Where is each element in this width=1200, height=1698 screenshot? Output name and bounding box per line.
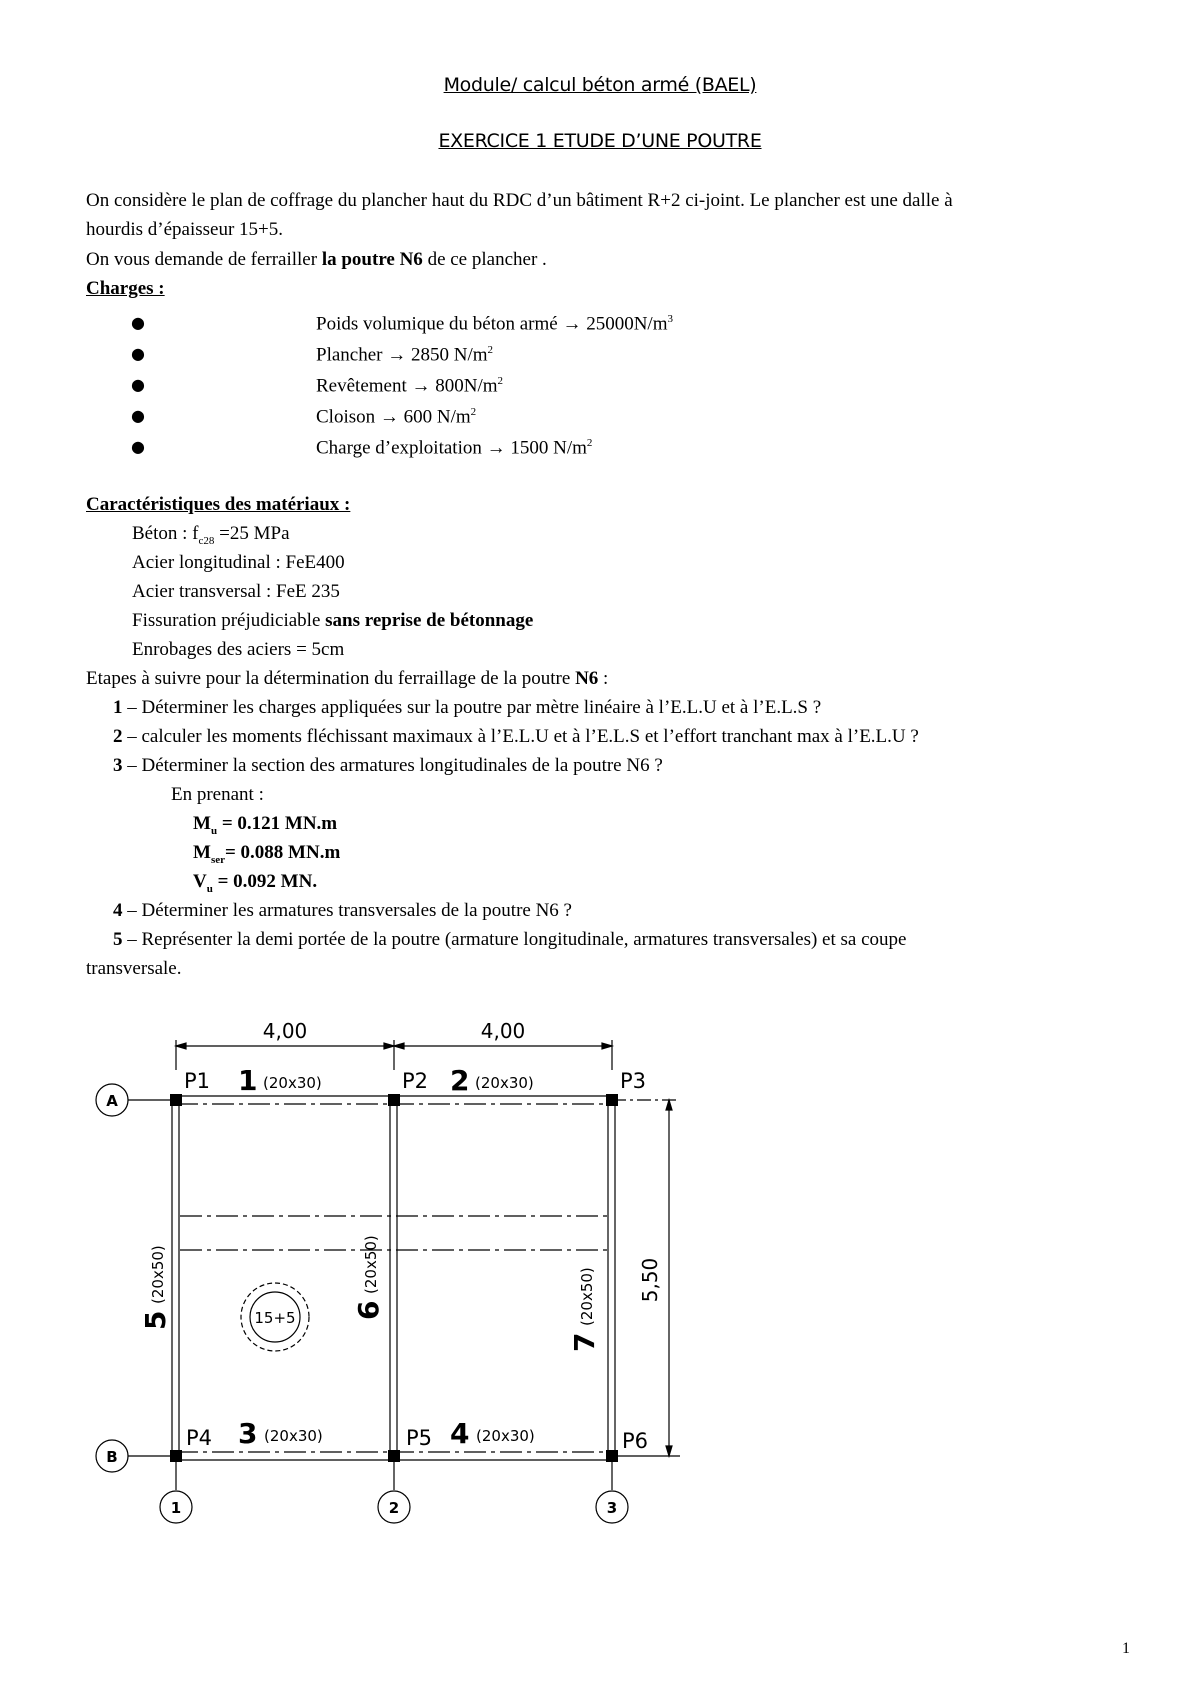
value-mser: $M_{ser}= 0.088$ MN.m [193,842,341,866]
beam-number: 6 [352,1300,385,1320]
material-fissuration: Fissuration préjudiciable sans reprise de bétonnage [132,610,534,631]
beam-number: 2 [450,1064,470,1097]
axis-label-2: 2 [388,1499,400,1517]
charge-item: Poids volumique du béton armé → $25000N/m^3$ [316,313,673,335]
column-label: P3 [620,1069,647,1093]
charge-item: Revêtement → $800N/m^2$ [316,375,504,397]
beam-number: 5 [139,1310,172,1330]
materials-heading: Caractéristiques des matériaux : [86,494,351,515]
beam-section: (20x50) [149,1245,167,1304]
axis-label-1: 1 [170,1499,182,1517]
steps-intro: Etapes à suivre pour la détermination du ferraillage de la poutre N6 : [86,668,609,689]
step-2: 2 – calculer les moments fléchissant maximaux à l’E.L.U et à l’E.L.S et l’effort tranchant max à l’E.L.U ? [113,726,919,747]
page-number: 1 [1122,1640,1130,1657]
charge-item: Charge d’exploitation → 1500 $N/m^2$ [316,437,593,459]
step-5-continued: transversale. [86,958,182,979]
charges-heading: Charges : [86,278,165,299]
value-mu: $M_u = 0.121$ MN.m [193,813,338,837]
column-label: P4 [186,1426,213,1450]
beam-section: (20x30) [475,1074,534,1092]
dim-span-1: 4,00 [262,1019,308,1043]
beam-number: 1 [238,1064,258,1097]
beam-number: 4 [450,1417,470,1450]
dim-span-2: 4,00 [480,1019,526,1043]
step-4: 4 – Déterminer les armatures transversales de la poutre N6 ? [113,900,572,921]
slab-thickness-label: 15+5 [254,1309,296,1327]
module-title: Module/ calcul béton armé (BAEL) [443,74,757,96]
material-enrobage: Enrobages des aciers = 5cm [132,639,345,660]
charge-item: Plancher → 2850 $N/m^2$ [316,344,494,366]
column-label: P5 [406,1426,433,1450]
bullet-icon: ● [131,437,145,456]
step-3: 3 – Déterminer la section des armatures longitudinales de la poutre N6 ? [113,755,663,776]
beam-section: (20x30) [476,1427,535,1445]
beam-number: 7 [568,1332,601,1352]
exercise-title: EXERCICE 1 ETUDE D’UNE POUTRE [438,130,762,152]
column-label: P1 [184,1069,211,1093]
column-label: P6 [622,1429,649,1453]
material-beton: Béton : $f_{c28} =25$ MPa [132,523,290,547]
intro-line-2: hourdis d’épaisseur 15+5. [86,219,283,240]
charge-item: Cloison → 600 $N/m^2$ [316,406,477,428]
beam-number: 3 [238,1417,258,1450]
beam-section: (20x30) [263,1074,322,1092]
beam-section: (20x50) [362,1235,380,1294]
axis-label-3: 3 [606,1499,618,1517]
axis-label-b: B [106,1448,118,1466]
bullet-icon: ● [131,344,145,363]
beam-section: (20x30) [264,1427,323,1445]
axis-label-a: A [106,1092,118,1110]
step-1: 1 – Déterminer les charges appliquées sur la poutre par mètre linéaire à l’E.L.U et à l’E.L.S ? [113,697,822,718]
material-acier-transversal: Acier transversal : FeE 235 [132,581,340,602]
material-acier-longitudinal: Acier longitudinal : FeE400 [132,552,345,573]
bullet-icon: ● [131,406,145,425]
en-prenant: En prenant : [171,784,264,805]
beam-section: (20x50) [578,1267,596,1326]
value-vu: $V_u = 0.092$ MN. [193,871,318,895]
step-5: 5 – Représenter la demi portée de la poutre (armature longitudinale, armatures transversales) et sa coupe [113,929,907,950]
intro-line-1: On considère le plan de coffrage du plancher haut du RDC d’un bâtiment R+2 ci-joint. Le plancher est une dalle à [86,190,953,211]
intro-line-3: On vous demande de ferrailler la poutre N6 de ce plancher . [86,249,547,270]
bullet-icon: ● [131,313,145,332]
dim-height: 5,50 [638,1257,662,1303]
column-label: P2 [402,1069,429,1093]
bullet-icon: ● [131,375,145,394]
